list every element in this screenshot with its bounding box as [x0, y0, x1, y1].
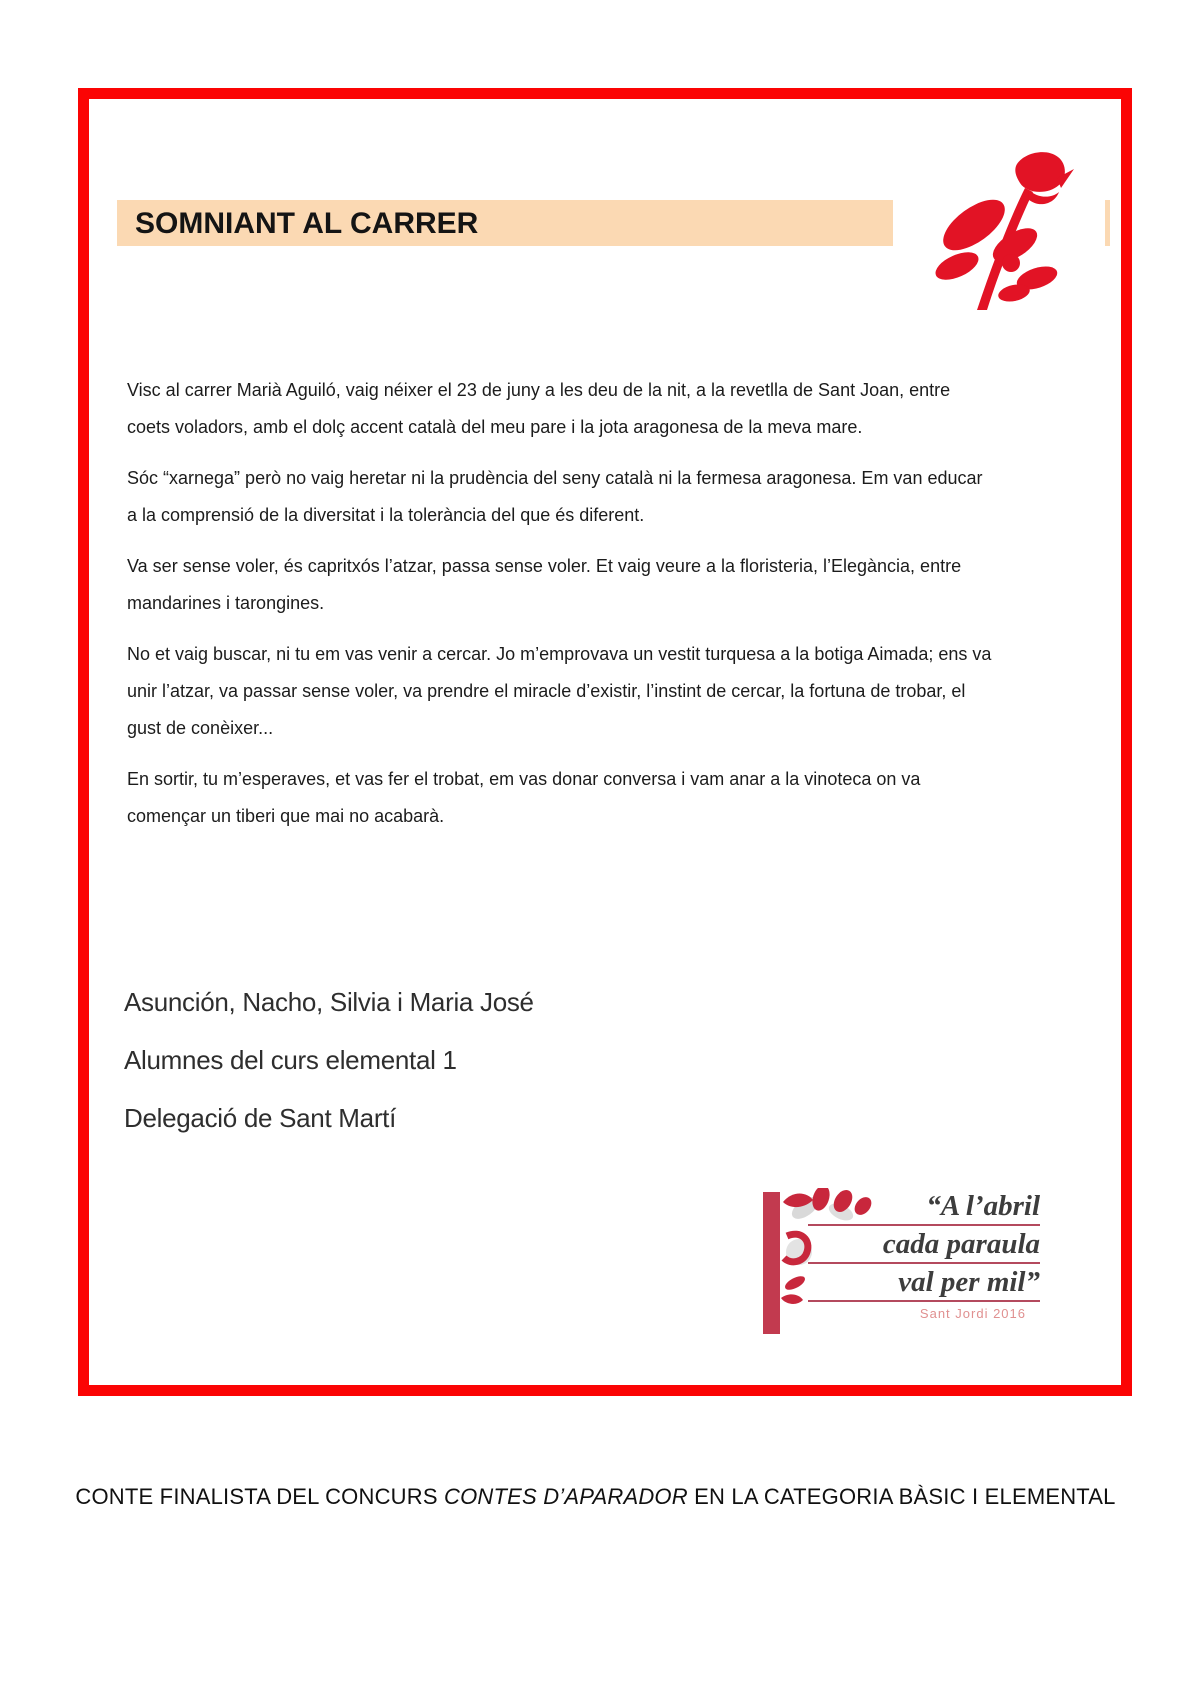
story-paragraph: Sóc “xarnega” però no vaig heretar ni la prudència del seny català ni la fermesa aragonesa. Em van educar a la comprensió de la diversitat i la tolerància del que és diferent.	[127, 468, 983, 525]
authors-course: Alumnes del curs elemental 1	[124, 1045, 457, 1075]
story-body	[127, 372, 997, 849]
story-paragraph: No et vaig buscar, ni tu em vas venir a cercar. Jo m’emprovava un vestit turquesa a la botiga Aimada; ens va unir l’atzar, va passar sense voler, va prendre el miracle d’existir, l’instint de cercar, la fortuna de trobar, el gust de conèixer...	[127, 644, 992, 738]
story-paragraph: Va ser sense voler, és capritxós l’atzar, passa sense voler. Et vaig veure a la floristeria, l’Elegància, entre mandarines i tarongines.	[127, 556, 962, 613]
story-paragraph: En sortir, tu m’esperaves, et vas fer el trobat, em vas donar conversa i vam anar a la vinoteca on va començar un tiberi que mai no acabarà.	[127, 769, 921, 826]
footer-note	[0, 1484, 1191, 1510]
rose-icon	[911, 150, 1086, 310]
authors-names: Asunción, Nacho, Silvia i Maria José	[124, 987, 534, 1017]
authors-delegation: Delegació de Sant Martí	[124, 1103, 397, 1133]
logo-quote-line-3: val per mil”	[808, 1266, 1040, 1302]
footer-contest-name: CONTES D’APARADOR	[444, 1484, 688, 1509]
footer-prefix: CONTE FINALISTA DEL CONCURS	[75, 1484, 445, 1509]
logo-quote-line-1: “A l’abril	[808, 1190, 1040, 1226]
rose-illustration	[893, 148, 1105, 312]
logo-caption: Sant Jordi 2016	[919, 1306, 1026, 1321]
page-title: SOMNIANT AL CARRER	[135, 207, 479, 240]
story-paragraph: Visc al carrer Marià Aguiló, vaig néixer el 23 de juny a les deu de la nit, a la revetlla de Sant Joan, entre coets voladors, amb el dolç accent català del meu pare i la jota aragonesa de la meva mare.	[127, 380, 951, 437]
footer-suffix: EN LA CATEGORIA BÀSIC I ELEMENTAL	[687, 1484, 1116, 1509]
logo-quote-line-2: cada paraula	[808, 1228, 1040, 1264]
sant-jordi-contest-logo	[755, 1188, 1040, 1340]
logo-quote	[808, 1190, 1040, 1321]
authors-block	[124, 986, 744, 1160]
